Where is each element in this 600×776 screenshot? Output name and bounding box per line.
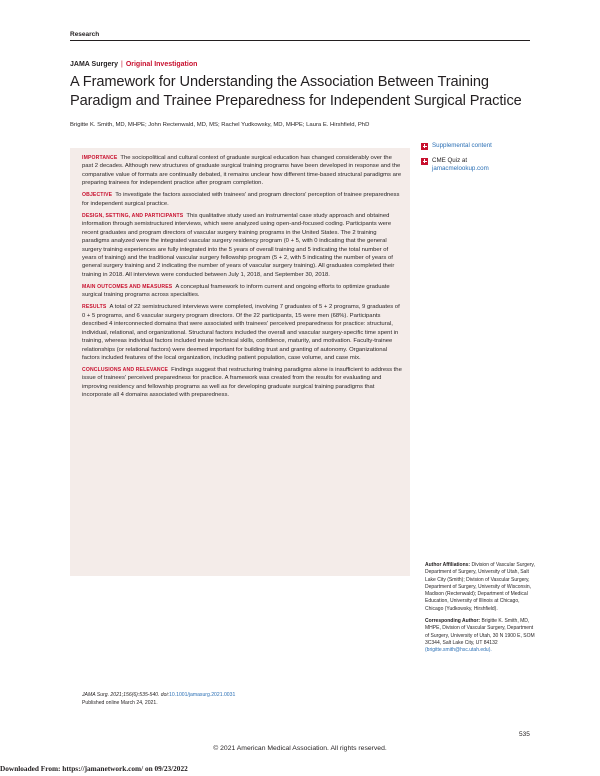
abstract-text: Findings suggest that restructuring training paradigms alone is insufficient to address the issue of trainees' perceived preparedness for practice. A framework was created from the results for evaluating and improving residency and fellowship programs as well as for developing graduate surgical training paradigms that incorporate all 4 domains associated with preparedness.	[82, 366, 402, 399]
author-affiliations	[425, 562, 537, 660]
corresponding-text: Brigitte K. Smith, MD, MHPE, Division of Vascular Surgery, Department of Surgery, University of Utah, 30 N 1900 E, SOM 3C344, Salt Lake City, UT 84132	[425, 618, 535, 646]
plus-icon	[421, 143, 428, 150]
published-date: Published online March 24, 2021.	[82, 699, 158, 706]
download-stamp: Downloaded From: https://jamanetwork.com/ on 09/23/2022	[0, 764, 188, 773]
abstract-objective	[82, 191, 403, 208]
abstract-box	[70, 148, 410, 576]
abstract-heading: MAIN OUTCOMES AND MEASURES	[82, 283, 173, 290]
abstract-text: The sociopolitical and cultural context of graduate surgical education has changed considerably over the past 2 decades. Although new structures of graduate surgical training programs have been developed in response and the comparative value of formats are continually debated, it remains unclear how different time-based structural paradigms are preparing trainees for independent practice after program completion.	[82, 155, 402, 187]
abstract-heading: IMPORTANCE	[82, 155, 118, 161]
abstract-text: To investigate the factors associated with trainees' and program directors' perception of trainee preparedness for independent surgical practice.	[82, 192, 400, 207]
supplemental-content-link[interactable]: Supplemental content	[432, 142, 492, 149]
section-label: Research	[70, 31, 100, 38]
cme-quiz-label: CME Quiz at	[432, 157, 468, 164]
abstract-heading: DESIGN, SETTING, AND PARTICIPANTS	[82, 212, 184, 219]
abstract-importance	[82, 154, 403, 188]
corresponding-heading: Corresponding Author:	[425, 618, 481, 625]
abstract-text: A total of 22 semistructured interviews were completed, involving 7 graduates of 5 + 2 programs, 9 graduates of 0 + 5 programs, and 6 vascular surgery program directors. Of the 22 participants, 15 were men (68%). Participants described 4 interconnected domains that were associated with trainees' perceived preparedness for practice: structural, individual, relational, and organizational. Structural factors included the overall and vascular surgery-specific time spent in training, whereas individual factors included innate technical skills, confidence, maturity, and motivation. Faculty-trainee relationships (or relational factors) were deemed important for building trust and granting of autonomy. Organizational factors included features of the local organization, including patient population, case volume, and case mix.	[82, 304, 400, 361]
affiliations-text: Division of Vascular Surgery, Department of Surgery, University of Utah, Salt Lake City (Smith); Division of Vascular Surgery, Department of Surgery, University of Wisconsin, Madison (Rectenwald); Department of Medical Education, University of Illinois at Chicago, Chicago (Yudkowsky, Hirshfield).	[425, 562, 535, 612]
supplemental-content-link-row[interactable]	[421, 142, 492, 150]
abstract-results	[82, 303, 403, 362]
abstract-heading: OBJECTIVE	[82, 192, 113, 199]
abstract-text: A conceptual framework to inform current and ongoing efforts to optimize graduate surgical training programs across specialties.	[82, 283, 390, 299]
affiliations-heading: Author Affiliations:	[425, 562, 471, 568]
cme-quiz-link[interactable]: jamacmelookup.com	[432, 165, 489, 172]
affiliations-block	[425, 562, 537, 613]
page-number: 535	[519, 731, 530, 738]
journal-name: JAMA Surgery	[70, 61, 118, 68]
abstract-outcomes	[82, 283, 403, 300]
abstract-conclusions	[82, 366, 403, 400]
abstract-heading: RESULTS	[82, 304, 107, 311]
citation-text: JAMA Surg. 2021;156(6):535-540. doi:	[82, 692, 170, 698]
cme-quiz-row	[421, 157, 489, 173]
abstract-text: This qualitative study used an instrumental case study approach and obtained information through semistructured interviews, which were analyzed using open-and-focused coding. Participants were recent graduates and program directors of vascular surgery training programs in the United States. The 2 training paradigms analyzed were the integrated vascular surgery residency program (0 + 5, with 0 indicating that the general surgery training experiences are fully integrated into the 5 years of overall training and 5 indicating the total number of years of training) and the traditional vascular surgery fellowship program (5 + 2, with 5 indicating the number of years of general surgery training and 2 indicating the number of years of vascular surgery training). All graduates completed their training in 2018. All interviews were conducted between July 1, 2018, and September 30, 2018.	[82, 212, 395, 278]
corresponding-author-block	[425, 618, 537, 654]
abstract-heading: CONCLUSIONS AND RELEVANCE	[82, 366, 169, 373]
corresponding-email-link[interactable]: (brigitte.smith@hsc.utah.edu).	[425, 647, 492, 654]
plus-icon	[421, 158, 428, 165]
doi-link[interactable]: 10.1001/jamasurg.2021.0031	[169, 692, 236, 698]
journal-separator: |	[120, 61, 123, 68]
citation-block	[82, 692, 235, 707]
copyright-notice: © 2021 American Medical Association. All rights reserved.	[213, 745, 387, 752]
author-list: Brigitte K. Smith, MD, MHPE; John Rectenwald, MD, MS; Rachel Yudkowsky, MD, MHPE; Laura E. Hirshfield, PhD	[70, 122, 370, 128]
journal-line	[70, 61, 197, 68]
article-title: A Framework for Understanding the Association Between Training Paradigm and Trainee Preparedness for Independent Surgical Practice	[70, 74, 522, 109]
header-divider	[70, 40, 530, 41]
abstract-design	[82, 212, 403, 280]
article-type: Original Investigation	[125, 61, 198, 68]
